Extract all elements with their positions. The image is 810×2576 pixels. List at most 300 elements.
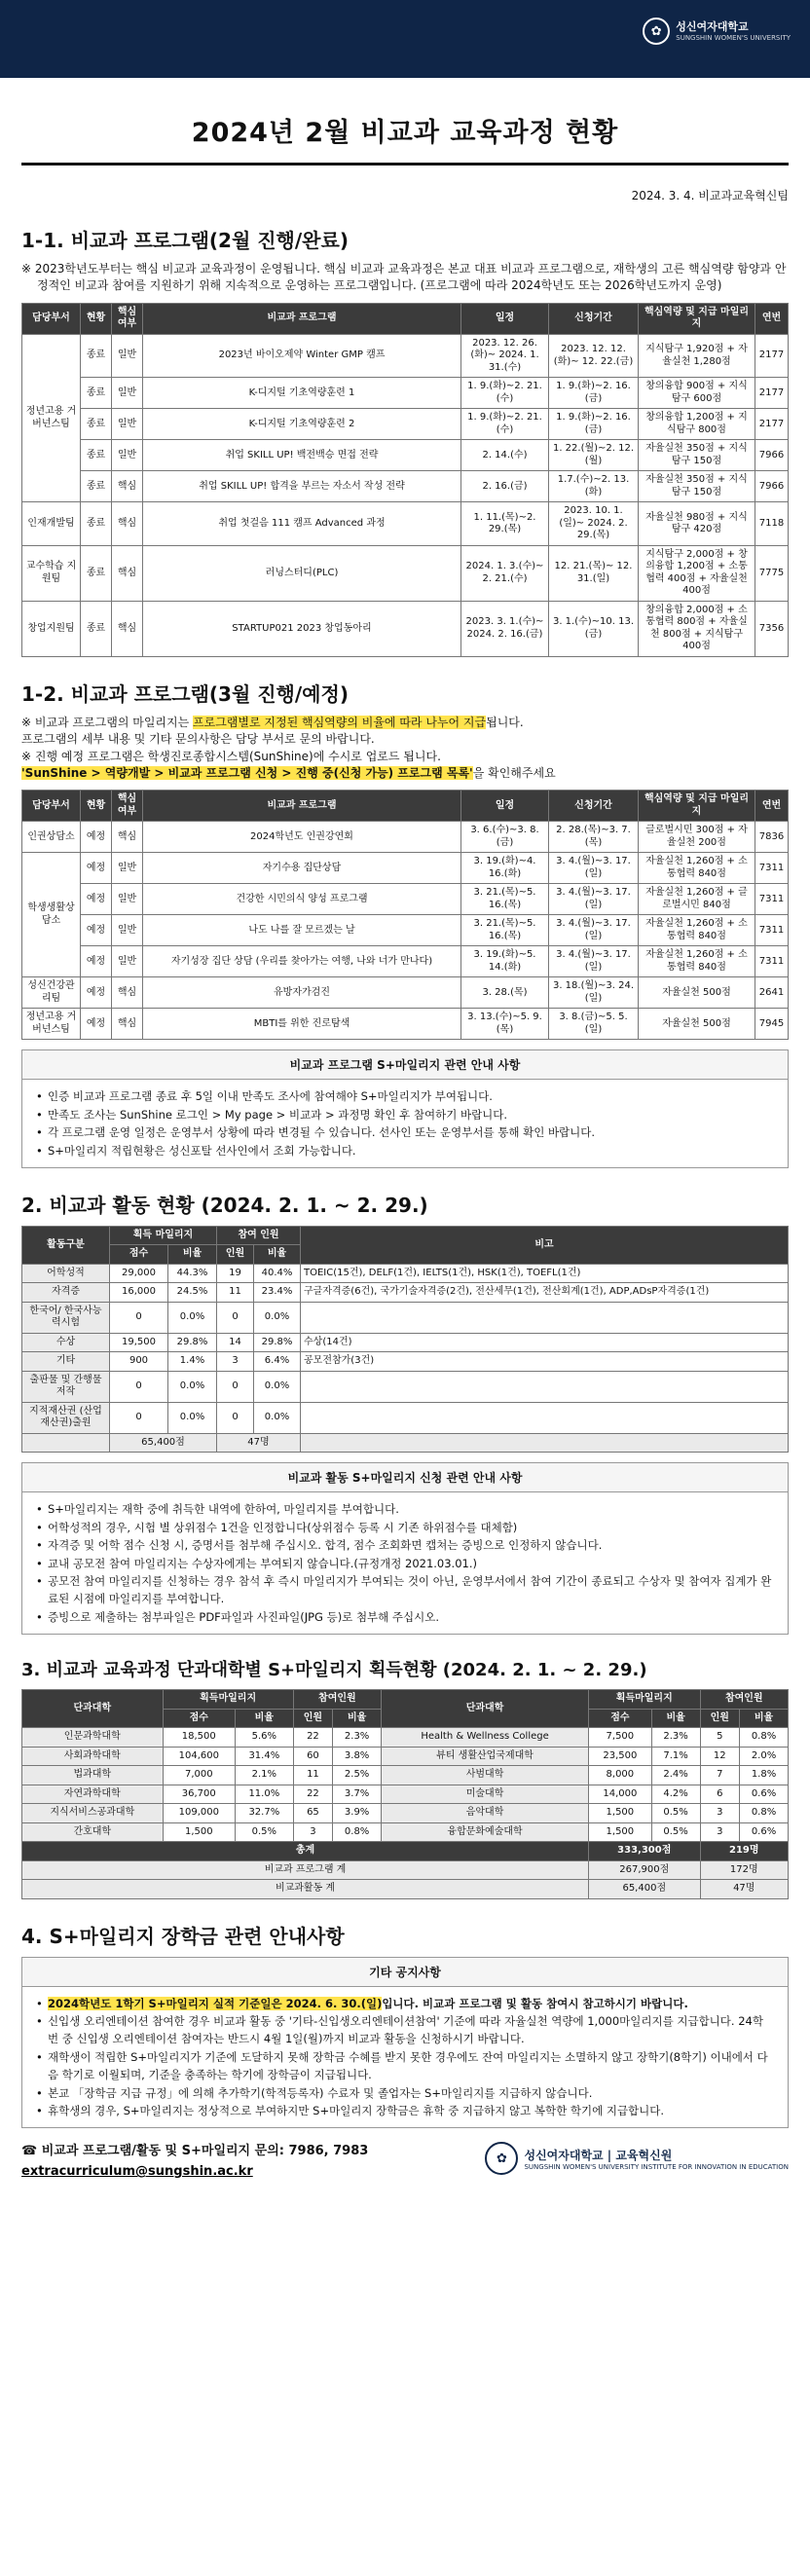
- table-cell: 2.5%: [333, 1766, 382, 1785]
- table-cell: 0: [217, 1302, 254, 1333]
- table-cell: 14: [217, 1333, 254, 1352]
- table-cell: 2023. 3. 1.(수)~ 2024. 2. 16.(금): [461, 601, 549, 656]
- table-cell: 예정: [81, 884, 112, 915]
- notice-item: • 교내 공모전 참여 마일리지는 수상자에게는 부여되지 않습니다.(규정개정 2021.03.01.): [36, 1555, 774, 1572]
- table-cell: 3: [217, 1352, 254, 1372]
- column-header: 핵심역량 및 지급 마일리지: [639, 303, 755, 334]
- table-row: [22, 977, 789, 1009]
- table-cell: 핵심: [112, 502, 143, 546]
- column-header: 일정: [461, 303, 549, 334]
- dept-cell: 학생생활상담소: [22, 853, 81, 977]
- table-cell: 3: [293, 1822, 333, 1842]
- table-cell: 2.1%: [236, 1766, 294, 1785]
- table-cell: 7: [700, 1766, 740, 1785]
- table-cell: 31.4%: [236, 1747, 294, 1766]
- table-cell: 0: [110, 1402, 168, 1433]
- program-total-row: 비교과 프로그램 계 267,900점 172명: [22, 1860, 789, 1880]
- table-cell: 구글자격증(6건), 국가기술자격증(2건), 전산세무(1건), 전산회계(1건), ADP,ADsP자격증(1건): [301, 1283, 789, 1303]
- table-cell: 5: [700, 1728, 740, 1748]
- table-row: [22, 1402, 789, 1433]
- table-cell: 7,000: [163, 1766, 235, 1785]
- table-cell: 예정: [81, 853, 112, 884]
- table-cell: 7,500: [589, 1728, 652, 1748]
- logo-subtitle: SUNGSHIN WOMEN'S UNIVERSITY: [676, 33, 791, 42]
- title-block: [21, 97, 789, 166]
- section-1-1-note: ※ 2023학년도부터는 핵심 비교과 교육과정이 운영됩니다. 핵심 비교과 교육과정은 본교 대표 비교과 프로그램으로, 재학생의 고른 핵심역량 함양과 안정적인 비교과 참여를 지원하기 위해 지속적으로 운영하는 프로그램입니다. (프로그램에 따라 2024학년도 또는 2026학년도까지 운영): [21, 262, 787, 293]
- activity-notice-box: 비교과 활동 S+마일리지 신청 관련 안내 사항 • S+마일리지는 재학 중에 취득한 내역에 한하여, 마일리지를 부여합니다. • 어학성적의 경우, 시험 별 상위점수 1건을 인정합니다(상위점수 등록 시 기존 하위점수를 대체함) • 자격증 및 어학 점수 신청 시, 증명서를 첨부해 주십시오. 합격, 점수 조회화면 캡쳐는 증빙으로 인정하지 않습니다. • 교내 공모전 참여 마일리지는 수상자에게는 부여되지 않습니다.(규정개정 2021.03.01.) • 공모전 참여 마일리지를 신청하는 경우 참석 후 즉시 마일리지가 부여되는 것이 아닌, 운영부서에서 참여 기간이 종료되고 수상자 및 참여자 집계가 완료된 시점에 마일리지를 부여합니다. • 증빙으로 제출하는 첨부파일은 PDF파일과 사진파일(JPG 등)로 첨부해 주십시오.: [21, 1462, 789, 1635]
- table-cell: 창의융합 1,200점 + 지식탐구 800점: [639, 409, 755, 440]
- table-cell: 나도 나를 잘 모르겠는 날: [143, 915, 461, 946]
- table-cell: 지식탐구 1,920점 + 자율실천 1,280점: [639, 334, 755, 378]
- table-cell: 사회과학대학: [22, 1747, 164, 1766]
- table-cell: 60: [293, 1747, 333, 1766]
- notice-item: • 어학성적의 경우, 시험 별 상위점수 1건을 인정합니다(상위점수 등록 시 기존 하위점수를 대체함): [36, 1519, 774, 1536]
- table-cell: 자기수용 집단상담: [143, 853, 461, 884]
- table-cell: 자율실천 1,260점 + 소통협력 840점: [639, 853, 755, 884]
- section-1-2-note: ※ 비교과 프로그램의 마일리지는 프로그램별로 지정된 핵심역량의 비율에 따라 나누어 지급됩니다. 프로그램의 세부 내용 및 기타 문의사항은 담당 부서로 문의 바랍니다. ※ 진행 예정 프로그램은 학생진로종합시스템(SunShine)에 수시로 업로드 됩니다. 'SunShine > 역량개발 > 비교과 프로그램 신청 > 진행 중(신청 가능) 프로그램 목록'을 확인해주세요: [21, 715, 556, 780]
- contact-phone: ☎ 비교과 프로그램/활동 및 S+마일리지 문의: 7986, 7983: [21, 2144, 369, 2159]
- table-row: [22, 1822, 789, 1842]
- table-cell: 3.9%: [333, 1804, 382, 1823]
- table-cell: 19,500: [110, 1333, 168, 1352]
- table-cell: 16,000: [110, 1283, 168, 1303]
- table-row: [22, 946, 789, 977]
- table-cell: 40.4%: [254, 1264, 301, 1283]
- table-cell: 7775: [755, 545, 789, 601]
- table-cell: 7311: [755, 853, 789, 884]
- table-cell: STARTUP021 2023 창업동아리: [143, 601, 461, 656]
- table-cell: 2. 16.(금): [461, 471, 549, 502]
- table-cell: 0.0%: [254, 1402, 301, 1433]
- table-cell: 법과대학: [22, 1766, 164, 1785]
- table-row: [22, 378, 789, 409]
- institute-logo: ✿ 성신여자대학교 | 교육혁신원 SUNGSHIN WOMEN'S UNIVERSITY INSTITUTE FOR INNOVATION IN EDUCATION: [485, 2142, 789, 2175]
- table-row: [22, 1785, 789, 1804]
- table-cell: [301, 1371, 789, 1402]
- table-cell: 7966: [755, 471, 789, 502]
- table-cell: 1. 9.(화)~2. 16.(금): [549, 378, 639, 409]
- table-cell: 0.0%: [168, 1302, 217, 1333]
- table-row: [22, 853, 789, 884]
- table-cell: 2. 28.(목)~3. 7.(목): [549, 822, 639, 853]
- table-cell: 29,000: [110, 1264, 168, 1283]
- column-header: 담당부서: [22, 791, 81, 822]
- top-banner: [0, 0, 810, 78]
- notice-item: • S+마일리지는 재학 중에 취득한 내역에 한하여, 마일리지를 부여합니다.: [36, 1500, 774, 1518]
- table-cell: 2.4%: [651, 1766, 700, 1785]
- table-cell: 창의융합 2,000점 + 소통협력 800점 + 자율실천 800점 + 지식탐구 400점: [639, 601, 755, 656]
- total-people: 47명: [217, 1433, 301, 1453]
- notice-item: • 증빙으로 제출하는 첨부파일은 PDF파일과 사진파일(JPG 등)로 첨부해 주십시오.: [36, 1608, 774, 1626]
- table-cell: 36,700: [163, 1785, 235, 1804]
- section-1-1-heading: 1-1. 비교과 프로그램(2월 진행/완료): [21, 229, 349, 252]
- dept-cell: 성신건강관리팀: [22, 977, 81, 1009]
- table-cell: 6.4%: [254, 1352, 301, 1372]
- dept-cell: 창업지원팀: [22, 601, 81, 656]
- table-cell: 핵심: [112, 545, 143, 601]
- university-logo: [643, 18, 791, 45]
- table-cell: 핵심: [112, 1009, 143, 1040]
- notice-item: • 신입생 오리엔테이션 참여한 경우 비교과 활동 중 '기타-신입생오리엔테이션참여' 기준에 따라 자율실천 역량에 1,000마일리지를 지급합니다. 24학번 중 신입생 오리엔테이션 참여자는 반드시 4월 1일(월)까지 비교과 활동을 신청하시기 바랍니다.: [36, 2012, 774, 2048]
- page-title: 2024년 2월 비교과 교육과정 현황: [191, 118, 619, 148]
- table-cell: 8,000: [589, 1766, 652, 1785]
- notice-item: • 2024학년도 1학기 S+마일리지 실적 기준일은 2024. 6. 30.(일)입니다. 비교과 프로그램 및 활동 참여시 참고하시기 바랍니다.: [36, 1995, 774, 2012]
- table-cell: 109,000: [163, 1804, 235, 1823]
- table-cell: MBTI를 위한 진로탐색: [143, 1009, 461, 1040]
- dept-cell: 교수학습 지원팀: [22, 545, 81, 601]
- column-header: 핵심역량 및 지급 마일리지: [639, 791, 755, 822]
- table-cell: 간호대학: [22, 1822, 164, 1842]
- table-cell: 5.6%: [236, 1728, 294, 1748]
- table-cell: 7311: [755, 915, 789, 946]
- table-cell: 1,500: [589, 1822, 652, 1842]
- table-cell: 예정: [81, 822, 112, 853]
- table-cell: 3. 18.(월)~3. 24.(일): [549, 977, 639, 1009]
- scholarship-notice-box: 기타 공지사항 • 2024학년도 1학기 S+마일리지 실적 기준일은 2024. 6. 30.(일)입니다. 비교과 프로그램 및 활동 참여시 참고하시기 바랍니다. • 신입생 오리엔테이션 참여한 경우 비교과 활동 중 '기타-신입생오리엔테이션참여' 기준에 따라 자율실천 역량에 1,000마일리지를 지급합니다. 24학번 중 신입생 오리엔테이션 참여자는 반드시 4월 1일(월)까지 비교과 활동을 신청하시기 바랍니다. • 재학생이 적립한 S+마일리지가 기준에 도달하지 못해 장학금 수혜를 받지 못한 경우에도 잔여 마일리지는 소멸하지 않고 장학기(8학기) 이내에서 다음 학기로 이월되며, 기준을 충족하는 학기에 장학금이 지급됩니다. • 본교 「장학금 지급 규정」에 의해 추가학기(학적등록자) 수료자 및 졸업자는 S+마일리지를 지급하지 않습니다. • 휴학생의 경우, S+마일리지는 정상적으로 부여하지만 S+마일리지 장학금은 휴학 중 지급하지 않고 복학한 학기에 지급합니다.: [21, 1957, 789, 2129]
- table-cell: 2177: [755, 334, 789, 378]
- table-cell: 어학성적: [22, 1264, 110, 1283]
- table-cell: 0: [217, 1371, 254, 1402]
- table-cell: 22: [293, 1785, 333, 1804]
- table-cell: [301, 1402, 789, 1433]
- table-cell: 일반: [112, 884, 143, 915]
- notice-item: • 자격증 및 어학 점수 신청 시, 증명서를 첨부해 주십시오. 합격, 점수 조회화면 캡쳐는 증빙으로 인정하지 않습니다.: [36, 1536, 774, 1554]
- table-cell: 0.8%: [740, 1804, 789, 1823]
- dept-cell: 정년고용 거버넌스팀: [22, 334, 81, 502]
- table-cell: 29.8%: [168, 1333, 217, 1352]
- table-cell: 0.6%: [740, 1822, 789, 1842]
- table-row: [22, 334, 789, 378]
- table-cell: 일반: [112, 409, 143, 440]
- table-cell: 3. 4.(월)~3. 17.(일): [549, 915, 639, 946]
- table-cell: 0: [110, 1371, 168, 1402]
- notice-item: • 만족도 조사는 SunShine 로그인 > My page > 비교과 > 과정명 확인 후 참여하기 바랍니다.: [36, 1106, 774, 1123]
- table-row: [22, 1264, 789, 1283]
- table-cell: K-디지털 기초역량훈련 1: [143, 378, 461, 409]
- feb-programs-table: [21, 303, 789, 657]
- column-header: 현황: [81, 791, 112, 822]
- table-cell: 0.0%: [168, 1371, 217, 1402]
- table-cell: 3. 21.(목)~5. 16.(목): [461, 884, 549, 915]
- table-cell: 핵심: [112, 977, 143, 1009]
- table-row: [22, 502, 789, 546]
- activity-table: 활동구분 획득 마일리지 참여 인원 비고 점수 비율 인원 비율 어학성적 29,000 44.3% 19 40.4% TOEIC(15건), DELF(1건), IELTS(1건), HSK(1건), TOEFL(1건) 자격증 16,000 24.5% 11 23.4% 구글자격증(6건), 국가기술자격증(2건), 전산세무(1건), 전산회계(1건), ADP,ADsP자격증(1건) 한국어/ 한국사능력시험 0 0.0% 0 0.0% 수상 19,500 29.8% 14 29.8% 수상(14건) 기타 900 1.4% 3 6.4% 공모전참가(3건) 출판물 및 간행물 저작 0 0.0% 0 0.0% 지적재산권 (산업재산권)출원 0 0.0% 0 0.0% 65,400점 47명: [21, 1226, 789, 1454]
- table-cell: 수상: [22, 1333, 110, 1352]
- table-cell: 3. 28.(목): [461, 977, 549, 1009]
- dept-cell: 인권상담소: [22, 822, 81, 853]
- contact-email-link[interactable]: extracurriculum@sungshin.ac.kr: [21, 2164, 253, 2180]
- table-cell: 7118: [755, 502, 789, 546]
- table-cell: 0.8%: [333, 1822, 382, 1842]
- table-cell: 2023. 10. 1.(일)~ 2024. 2. 29.(목): [549, 502, 639, 546]
- table-cell: 2177: [755, 409, 789, 440]
- table-cell: 음악대학: [382, 1804, 589, 1823]
- table-row: [22, 1333, 789, 1352]
- table-cell: 3. 4.(월)~3. 17.(일): [549, 884, 639, 915]
- table-row: [22, 1371, 789, 1402]
- table-cell: 자율실천 980점 + 지식탐구 420점: [639, 502, 755, 546]
- footer: [21, 2142, 789, 2183]
- table-cell: K-디지털 기초역량훈련 2: [143, 409, 461, 440]
- table-cell: 3.7%: [333, 1785, 382, 1804]
- table-cell: 0.0%: [168, 1402, 217, 1433]
- table-cell: 기타: [22, 1352, 110, 1372]
- table-cell: 65: [293, 1804, 333, 1823]
- table-cell: 1. 9.(화)~2. 16.(금): [549, 409, 639, 440]
- table-cell: 24.5%: [168, 1283, 217, 1303]
- table-cell: 3. 4.(월)~3. 17.(일): [549, 853, 639, 884]
- table-row: [22, 471, 789, 502]
- table-cell: 104,600: [163, 1747, 235, 1766]
- table-cell: 2024. 1. 3.(수)~ 2. 21.(수): [461, 545, 549, 601]
- university-seal-icon: ✿: [643, 18, 670, 45]
- table-row: [22, 1804, 789, 1823]
- notice-item: • 휴학생의 경우, S+마일리지는 정상적으로 부여하지만 S+마일리지 장학금은 휴학 중 지급하지 않고 복학한 학기에 지급합니다.: [36, 2102, 774, 2119]
- table-row: [22, 1766, 789, 1785]
- total-row: 총계 333,300점 219명: [22, 1842, 789, 1861]
- section-2-heading: 2. 비교과 활동 현황 (2024. 2. 1. ~ 2. 29.): [21, 1193, 428, 1217]
- table-cell: 1. 22.(월)~2. 12.(월): [549, 440, 639, 471]
- table-cell: 1. 9.(화)~2. 21.(수): [461, 409, 549, 440]
- table-cell: 자기성장 집단 상담 (우리를 찾아가는 여행, 나와 너가 만나다): [143, 946, 461, 977]
- table-cell: 14,000: [589, 1785, 652, 1804]
- table-cell: 핵심: [112, 471, 143, 502]
- table-cell: 취업 SKILL UP! 합격을 부르는 자소서 작성 전략: [143, 471, 461, 502]
- table-cell: 예정: [81, 1009, 112, 1040]
- table-cell: 3. 6.(수)~3. 8.(금): [461, 822, 549, 853]
- notice-item: • 각 프로그램 운영 일정은 운영부서 상황에 따라 변경될 수 있습니다. 선사인 또는 운영부서를 통해 확인 바랍니다.: [36, 1123, 774, 1141]
- table-cell: 2024학년도 인권강연회: [143, 822, 461, 853]
- table-cell: 일반: [112, 946, 143, 977]
- mar-programs-table: [21, 790, 789, 1040]
- table-cell: 종료: [81, 471, 112, 502]
- table-cell: 2. 14.(수): [461, 440, 549, 471]
- table-cell: 수상(14건): [301, 1333, 789, 1352]
- table-cell: 12: [700, 1747, 740, 1766]
- table-cell: 종료: [81, 334, 112, 378]
- table-cell: 한국어/ 한국사능력시험: [22, 1302, 110, 1333]
- table-cell: 종료: [81, 502, 112, 546]
- table-cell: 7311: [755, 946, 789, 977]
- table-row: [22, 1747, 789, 1766]
- table-cell: 2.3%: [333, 1728, 382, 1748]
- column-header: 연번: [755, 791, 789, 822]
- table-cell: 1.4%: [168, 1352, 217, 1372]
- table-cell: 종료: [81, 440, 112, 471]
- table-cell: 일반: [112, 334, 143, 378]
- table-cell: 7945: [755, 1009, 789, 1040]
- table-cell: 3. 19.(화)~4. 16.(화): [461, 853, 549, 884]
- column-header: 핵심여부: [112, 791, 143, 822]
- table-cell: 지적재산권 (산업재산권)출원: [22, 1402, 110, 1433]
- table-row: [22, 1728, 789, 1748]
- column-header: 담당부서: [22, 303, 81, 334]
- table-cell: 1. 9.(화)~2. 21.(수): [461, 378, 549, 409]
- table-cell: 3. 4.(월)~3. 17.(일): [549, 946, 639, 977]
- table-cell: Health & Wellness College: [382, 1728, 589, 1748]
- table-cell: 7966: [755, 440, 789, 471]
- table-cell: 3. 1.(수)~10. 13.(금): [549, 601, 639, 656]
- table-cell: 1.7.(수)~2. 13.(화): [549, 471, 639, 502]
- table-cell: 자연과학대학: [22, 1785, 164, 1804]
- table-cell: 29.8%: [254, 1333, 301, 1352]
- column-header: 신청기간: [549, 791, 639, 822]
- table-cell: 뷰티 생활산업국제대학: [382, 1747, 589, 1766]
- table-cell: 종료: [81, 601, 112, 656]
- notice-item: • 공모전 참여 마일리지를 신청하는 경우 참석 후 즉시 마일리지가 부여되는 것이 아닌, 운영부서에서 참여 기간이 종료되고 수상자 및 참여자 집계가 완료된 시점에 마일리지를 부여합니다.: [36, 1572, 774, 1608]
- table-cell: 예정: [81, 946, 112, 977]
- table-cell: 23.4%: [254, 1283, 301, 1303]
- table-cell: 자율실천 500점: [639, 977, 755, 1009]
- program-notice-box: 비교과 프로그램 S+마일리지 관련 안내 사항 • 인증 비교과 프로그램 종료 후 5일 이내 만족도 조사에 참여해야 S+마일리지가 부여됩니다. • 만족도 조사는 SunShine 로그인 > My page > 비교과 > 과정명 확인 후 참여하기 바랍니다. • 각 프로그램 운영 일정은 운영부서 상황에 따라 변경될 수 있습니다. 선사인 또는 운영부서를 통해 확인 바랍니다. • S+마일리지 적립현황은 성신포탈 선사인에서 조회 가능합니다.: [21, 1049, 789, 1168]
- table-cell: 11: [217, 1283, 254, 1303]
- table-cell: 2.0%: [740, 1747, 789, 1766]
- table-cell: 예정: [81, 915, 112, 946]
- table-cell: 출판물 및 간행물 저작: [22, 1371, 110, 1402]
- table-cell: 건강한 시민의식 양성 프로그램: [143, 884, 461, 915]
- table-cell: 4.2%: [651, 1785, 700, 1804]
- section-4-heading: 4. S+마일리지 장학금 관련 안내사항: [21, 1924, 345, 1948]
- table-cell: 3. 8.(금)~5. 5.(일): [549, 1009, 639, 1040]
- table-cell: 창의융합 900점 + 지식탐구 600점: [639, 378, 755, 409]
- table-cell: 예정: [81, 977, 112, 1009]
- table-cell: 지식탐구 2,000점 + 창의융합 1,200점 + 소통협력 400점 + 자율실천 400점: [639, 545, 755, 601]
- table-cell: 0.0%: [254, 1371, 301, 1402]
- table-cell: [301, 1302, 789, 1333]
- table-cell: 2023. 12. 12.(화)~ 12. 22.(금): [549, 334, 639, 378]
- table-cell: 2641: [755, 977, 789, 1009]
- column-header: 비교과 프로그램: [143, 791, 461, 822]
- table-cell: 0: [217, 1402, 254, 1433]
- notice-item: • 본교 「장학금 지급 규정」에 의해 추가학기(학적등록자) 수료자 및 졸업자는 S+마일리지를 지급하지 않습니다.: [36, 2084, 774, 2102]
- table-row: [22, 1283, 789, 1303]
- total-row: [22, 1433, 789, 1453]
- table-row: [22, 884, 789, 915]
- table-cell: 인문과학대학: [22, 1728, 164, 1748]
- table-cell: 0.8%: [740, 1728, 789, 1748]
- table-row: [22, 1009, 789, 1040]
- table-row: [22, 545, 789, 601]
- table-cell: 6: [700, 1785, 740, 1804]
- table-row: [22, 409, 789, 440]
- table-cell: 7356: [755, 601, 789, 656]
- table-cell: 2177: [755, 378, 789, 409]
- table-cell: 22: [293, 1728, 333, 1748]
- column-header: 연번: [755, 303, 789, 334]
- section-1-2-heading: 1-2. 비교과 프로그램(3월 진행/예정): [21, 681, 349, 706]
- column-header: 비교과 프로그램: [143, 303, 461, 334]
- table-cell: 자율실천 1,260점 + 소통협력 840점: [639, 915, 755, 946]
- table-cell: 1,500: [163, 1822, 235, 1842]
- table-cell: 취업 SKILL UP! 백전백승 면접 전략: [143, 440, 461, 471]
- dept-cell: 정년고용 거버넌스팀: [22, 1009, 81, 1040]
- table-cell: 44.3%: [168, 1264, 217, 1283]
- table-cell: 일반: [112, 378, 143, 409]
- table-cell: 32.7%: [236, 1804, 294, 1823]
- table-cell: 7836: [755, 822, 789, 853]
- table-cell: 0.6%: [740, 1785, 789, 1804]
- section-3-heading: 3. 비교과 교육과정 단과대학별 S+마일리지 획득현황 (2024. 2. 1. ~ 2. 29.): [21, 1660, 647, 1681]
- logo-name: 성신여자대학교: [676, 20, 749, 34]
- table-cell: 일반: [112, 915, 143, 946]
- dept-cell: 인재개발팀: [22, 502, 81, 546]
- table-cell: 자율실천 350점 + 지식탐구 150점: [639, 471, 755, 502]
- table-cell: 3: [700, 1804, 740, 1823]
- table-cell: 자율실천 1,260점 + 소통협력 840점: [639, 946, 755, 977]
- table-row: [22, 915, 789, 946]
- notice-item: • 재학생이 적립한 S+마일리지가 기준에 도달하지 못해 장학금 수혜를 받지 못한 경우에도 잔여 마일리지는 소멸하지 않고 장학기(8학기) 이내에서 다음 학기로 이월되며, 기준을 충족하는 학기에 장학금이 지급됩니다.: [36, 2048, 774, 2084]
- table-cell: 7.1%: [651, 1747, 700, 1766]
- college-table: 단과대학 획득마일리지 참여인원 단과대학 획득마일리지 참여인원 점수 비율 인원 비율 점수 비율 인원 비율 인문과학대학 18,500 5.6% 22 2.3% Health & Wellness College 7,500 2.3% 5 0.8% 사회과학대학 104,600 31.4% 60 3.8% 뷰티 생활산업국제대학 23,500 7.1% 12 2.0% 법과대학 7,000 2.1% 11 2.5% 사범대학 8,000 2.4% 7 1.8% 자연과학대학 36,700 11.0% 22 3.7% 미술대학 14,000 4.2% 6 0.6% 지식서비스공과대학 109,000 32.7% 65 3.9% 음악대학 1,500 0.5% 3 0.8% 간호대학 1,500 0.5% 3 0.8% 융합문화예술대학 1,500 0.5% 3 0.6% 총계 333,300점 219명 비교과 프로그램 계 267,900점 172명 비교과활동 계 65,400점 47명: [21, 1689, 789, 1899]
- table-cell: 3.8%: [333, 1747, 382, 1766]
- table-cell: 자율실천 1,260점 + 글로벌시민 840점: [639, 884, 755, 915]
- table-cell: 7311: [755, 884, 789, 915]
- table-cell: 2023년 바이오제약 Winter GMP 캠프: [143, 334, 461, 378]
- table-cell: 미술대학: [382, 1785, 589, 1804]
- table-cell: 종료: [81, 378, 112, 409]
- table-cell: 융합문화예술대학: [382, 1822, 589, 1842]
- table-cell: 종료: [81, 545, 112, 601]
- table-cell: 19: [217, 1264, 254, 1283]
- table-cell: 3. 13.(수)~5. 9.(목): [461, 1009, 549, 1040]
- table-cell: 11.0%: [236, 1785, 294, 1804]
- column-header: 신청기간: [549, 303, 639, 334]
- table-cell: 핵심: [112, 601, 143, 656]
- table-cell: 유방자가검진: [143, 977, 461, 1009]
- table-cell: 일반: [112, 853, 143, 884]
- table-row: [22, 440, 789, 471]
- table-cell: 0.5%: [651, 1804, 700, 1823]
- table-cell: 0.5%: [651, 1822, 700, 1842]
- table-cell: 글로벌시민 300점 + 자율실천 200점: [639, 822, 755, 853]
- table-row: [22, 1352, 789, 1372]
- table-row: [22, 822, 789, 853]
- notice-item: • 인증 비교과 프로그램 종료 후 5일 이내 만족도 조사에 참여해야 S+마일리지가 부여됩니다.: [36, 1087, 774, 1105]
- table-row: [22, 1302, 789, 1333]
- column-header: 핵심여부: [112, 303, 143, 334]
- total-score: 65,400점: [110, 1433, 217, 1453]
- institute-seal-icon: ✿: [485, 2142, 518, 2175]
- table-cell: 1. 11.(목)~2. 29.(목): [461, 502, 549, 546]
- table-row: [22, 601, 789, 656]
- table-cell: 12. 21.(목)~ 12. 31.(일): [549, 545, 639, 601]
- notice-item: • S+마일리지 적립현황은 성신포탈 선사인에서 조회 가능합니다.: [36, 1142, 774, 1159]
- table-cell: 23,500: [589, 1747, 652, 1766]
- table-cell: TOEIC(15건), DELF(1건), IELTS(1건), HSK(1건), TOEFL(1건): [301, 1264, 789, 1283]
- table-cell: 자격증: [22, 1283, 110, 1303]
- table-cell: 사범대학: [382, 1766, 589, 1785]
- table-cell: 핵심: [112, 822, 143, 853]
- table-cell: 900: [110, 1352, 168, 1372]
- date-line: 2024. 3. 4. 비교과교육혁신팀: [631, 189, 789, 202]
- table-cell: 3: [700, 1822, 740, 1842]
- table-cell: 3. 21.(목)~5. 16.(목): [461, 915, 549, 946]
- activity-total-row: 비교과활동 계 65,400점 47명: [22, 1880, 789, 1899]
- table-cell: 11: [293, 1766, 333, 1785]
- table-cell: 3. 19.(화)~5. 14.(화): [461, 946, 549, 977]
- table-cell: 일반: [112, 440, 143, 471]
- table-cell: 러닝스터디(PLC): [143, 545, 461, 601]
- column-header: 일정: [461, 791, 549, 822]
- table-cell: 2.3%: [651, 1728, 700, 1748]
- table-cell: 자율실천 500점: [639, 1009, 755, 1040]
- table-cell: 18,500: [163, 1728, 235, 1748]
- table-cell: 종료: [81, 409, 112, 440]
- table-cell: 1.8%: [740, 1766, 789, 1785]
- table-cell: 취업 첫걸음 111 캠프 Advanced 과정: [143, 502, 461, 546]
- table-cell: 0.5%: [236, 1822, 294, 1842]
- table-cell: 0: [110, 1302, 168, 1333]
